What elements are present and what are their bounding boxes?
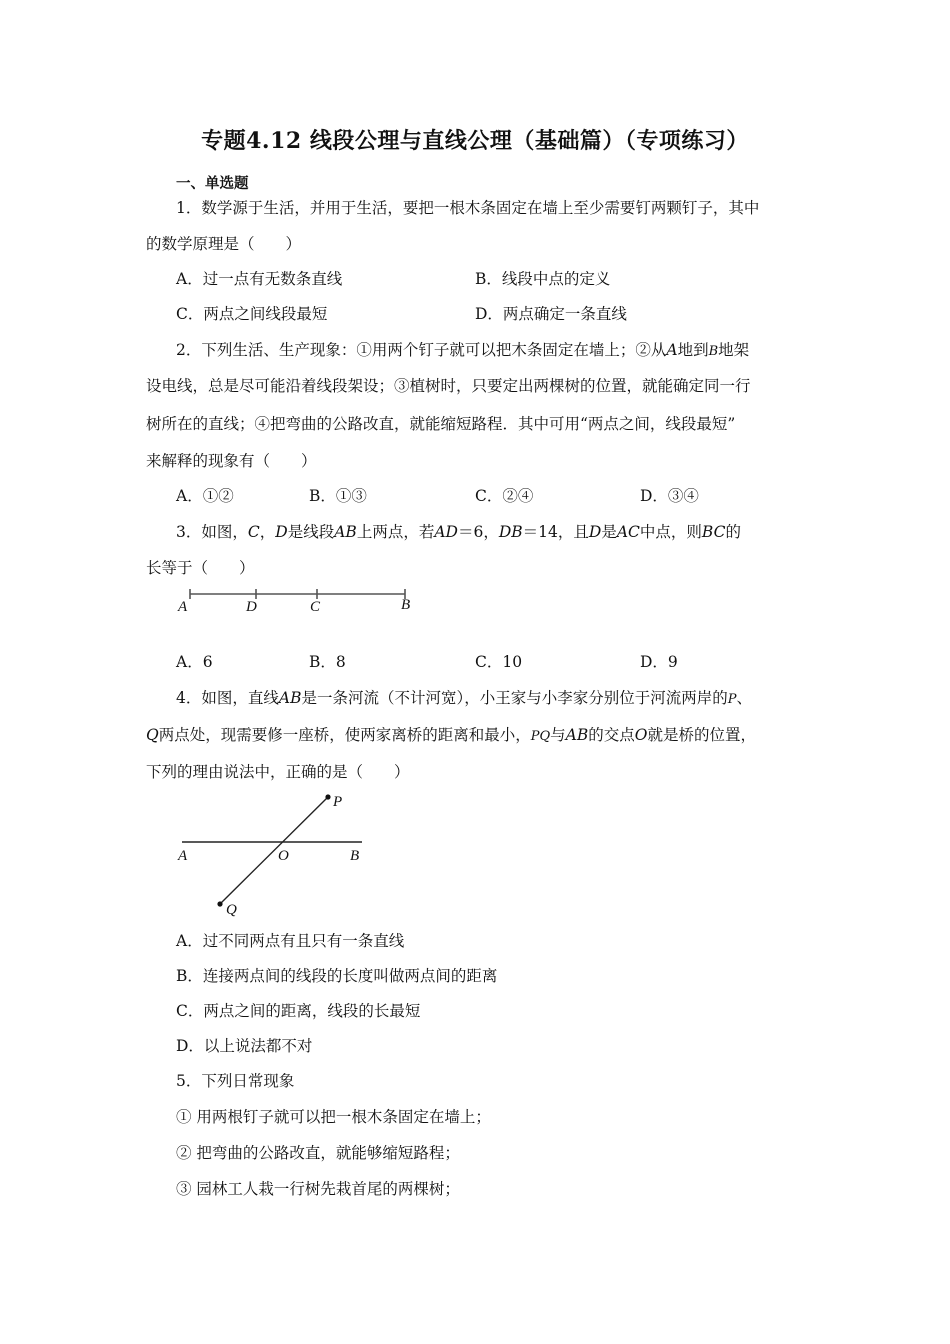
label-d: D xyxy=(246,599,257,615)
q4-river-figure xyxy=(170,788,380,923)
label-p: P xyxy=(333,794,343,810)
q4-text-part: 就是桥的位置， xyxy=(647,726,756,744)
q1-option-c: C．两点之间线段最短 xyxy=(176,305,328,323)
q4-text-part: 与 xyxy=(550,726,566,744)
q2-stem-line4: 来解释的现象有（ ） xyxy=(146,452,317,470)
q3-text-part: 是 xyxy=(601,523,617,541)
label-a: A xyxy=(178,848,188,864)
q4-text-part: 、 xyxy=(736,689,752,707)
label-b: B xyxy=(401,597,411,613)
q4-text-part: 两点处，现需要修一座桥，使两家离桥的距离和最小， xyxy=(158,726,531,744)
segment-pq xyxy=(220,797,328,904)
q4-var: PQ xyxy=(530,729,551,744)
q3-option-c: C．10 xyxy=(475,653,523,671)
label-q: Q xyxy=(226,902,237,918)
q4-option-d: D．以上说法都不对 xyxy=(176,1037,313,1055)
q3-stem-line2: 长等于（ ） xyxy=(146,559,255,577)
point-p xyxy=(325,794,330,799)
q4-var: Q xyxy=(146,726,159,744)
q1-stem-line2: 的数学原理是（ ） xyxy=(146,235,302,253)
q2-text-part: 地到 xyxy=(677,341,709,359)
q3-var: AB xyxy=(334,523,357,541)
q3-option-b: B．8 xyxy=(309,653,346,671)
q3-var: BC xyxy=(701,523,726,541)
q2-option-b: B．①③ xyxy=(309,487,367,505)
q2-text-part: 2．下列生活、生产现象：①用两个钉子就可以把木条固定在墙上；②从 xyxy=(176,341,667,359)
q3-var: C xyxy=(247,523,260,541)
q2-var-b: B xyxy=(708,344,719,359)
q2-stem-line3: 树所在的直线；④把弯曲的公路改直，就能缩短路程．其中可用“两点之间，线段最短” xyxy=(146,415,736,433)
q3-text-part: 3．如图， xyxy=(176,523,248,541)
q3-text-part: 中点，则 xyxy=(639,523,702,541)
q1-option-b: B．线段中点的定义 xyxy=(475,270,611,288)
q4-option-b: B．连接两点间的线段的长度叫做两点间的距离 xyxy=(176,967,498,985)
q2-text-part: 地架 xyxy=(718,341,750,359)
q1-option-d: D．两点确定一条直线 xyxy=(475,305,627,323)
q5-item-3: ③ 园林工人栽一行树先栽首尾的两棵树； xyxy=(176,1180,460,1198)
q3-segment-figure xyxy=(170,585,430,620)
q2-stem-line2: 设电线，总是尽可能沿着线段架设；③植树时，只要定出两棵树的位置，就能确定同一行 xyxy=(146,377,751,395)
q3-text-part: ， xyxy=(259,523,276,541)
q5-item-1: ① 用两根钉子就可以把一根木条固定在墙上； xyxy=(176,1108,491,1126)
q3-text-part: ＝6， xyxy=(457,523,499,541)
q3-var: AC xyxy=(616,523,640,541)
q3-var: DB xyxy=(498,523,523,541)
q3-option-a: A．6 xyxy=(176,653,213,671)
label-a: A xyxy=(178,599,188,615)
q4-text-part: 是一条河流（不计河宽），小王家与小李家分别位于河流两岸的 xyxy=(301,689,728,707)
q4-option-c: C．两点之间的距离，线段的长最短 xyxy=(176,1002,421,1020)
q4-var: AB xyxy=(565,726,589,744)
q2-option-a: A．①② xyxy=(176,487,234,505)
q3-var: D xyxy=(588,523,602,541)
q3-var: D xyxy=(275,523,288,541)
q4-var: P xyxy=(727,692,737,707)
q2-option-c: C．②④ xyxy=(475,487,534,505)
q4-text-part: 的交点 xyxy=(588,726,635,744)
point-q xyxy=(217,901,222,906)
label-c: C xyxy=(310,599,321,615)
q3-text-part: 上两点，若 xyxy=(356,523,435,541)
page-title: 专题4.12 线段公理与直线公理（基础篇）（专项练习） xyxy=(201,128,749,154)
q5-item-2: ② 把弯曲的公路改直，就能够缩短路程； xyxy=(176,1144,460,1162)
q4-stem-line1 xyxy=(176,688,752,710)
section-heading: 一、单选题 xyxy=(176,175,249,192)
q5-stem: 5．下列日常现象 xyxy=(176,1072,295,1090)
q1-stem-line1: 1．数学源于生活，并用于生活，要把一根木条固定在墙上至少需要钉两颗钉子，其中 xyxy=(176,199,760,217)
label-o: O xyxy=(278,848,289,864)
q3-text-part: ＝14，且 xyxy=(522,523,589,541)
q3-var: AD xyxy=(434,523,458,541)
q3-stem-line1 xyxy=(176,522,741,542)
q2-var-a: A xyxy=(666,341,678,359)
q4-stem-line3: 下列的理由说法中，正确的是（ ） xyxy=(146,763,410,781)
q2-stem-line1 xyxy=(176,340,749,362)
q3-text-part: 是线段 xyxy=(287,523,335,541)
label-b: B xyxy=(350,848,360,864)
q4-stem-line2 xyxy=(146,725,756,747)
q4-var: AB xyxy=(278,689,302,707)
q4-option-a: A．过不同两点有且只有一条直线 xyxy=(176,932,405,950)
q3-text-part: 的 xyxy=(725,523,741,541)
q2-option-d: D．③④ xyxy=(640,487,699,505)
q4-text-part: 4．如图，直线 xyxy=(176,689,279,707)
q1-option-a: A．过一点有无数条直线 xyxy=(176,270,343,288)
q3-option-d: D．9 xyxy=(640,653,678,671)
q4-var: O xyxy=(634,726,648,744)
